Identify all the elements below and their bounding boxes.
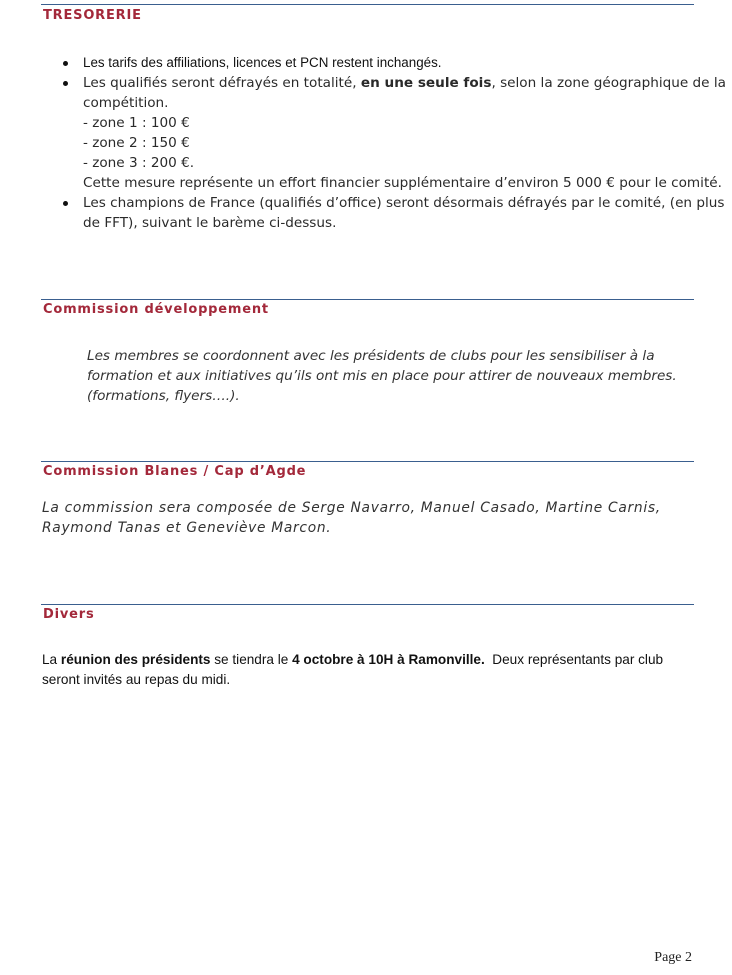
section-divider xyxy=(41,4,694,5)
zone-line: - zone 1 : 100 € xyxy=(83,115,190,131)
list-item: Les champions de France (qualifiés d’office) seront désormais défrayés par le comité, (en plus de FFT), suivant le barème ci-dessus. xyxy=(83,193,732,233)
divers-text-part: se tiendra le xyxy=(210,652,293,667)
list-item xyxy=(83,73,732,193)
zone-line: - zone 2 : 150 € xyxy=(83,135,190,151)
section-divider xyxy=(41,299,694,300)
section-divider xyxy=(41,461,694,462)
zone-line: - zone 3 : 200 €. xyxy=(83,155,195,171)
blanes-text: La commission sera composée de Serge Navarro, Manuel Casado, Martine Carnis, Raymond Tanas et Geneviève Marcon. xyxy=(42,500,661,536)
developpement-text: Les membres se coordonnent avec les présidents de clubs pour les sensibiliser à la formation et aux initiatives qu’ils ont mis en place pour attirer de nouveaux membres. (formations, flyers….). xyxy=(87,348,677,404)
section-divider xyxy=(41,604,694,605)
section-heading-tresorerie: TRESORERIE xyxy=(43,8,142,23)
measure-note: Cette mesure représente un effort financier supplémentaire d’environ 5 000 € pour le comité. xyxy=(83,175,722,191)
emphasis-text: réunion des présidents xyxy=(60,652,211,667)
divers-text xyxy=(42,650,702,690)
list-item: Les tarifs des affiliations, licences et PCN restent inchangés. xyxy=(83,53,732,73)
section-heading-divers: Divers xyxy=(43,607,95,622)
section-heading-developpement: Commission développement xyxy=(43,302,269,317)
divers-text-part: La xyxy=(42,652,61,667)
divers-text-part: Deux représentants par club seront invités au repas du midi. xyxy=(42,652,667,687)
emphasis-text: en une seule fois xyxy=(360,75,492,91)
tresorerie-list xyxy=(41,53,732,233)
item-text: , selon la zone géographique de la compétition. xyxy=(83,75,726,111)
emphasis-text: 4 octobre à 10H à Ramonville. xyxy=(292,652,485,667)
item-text: Les qualifiés seront défrayés en totalité, xyxy=(83,75,361,91)
section-heading-blanes: Commission Blanes / Cap d’Agde xyxy=(43,464,307,479)
page-number: Page 2 xyxy=(654,950,692,965)
